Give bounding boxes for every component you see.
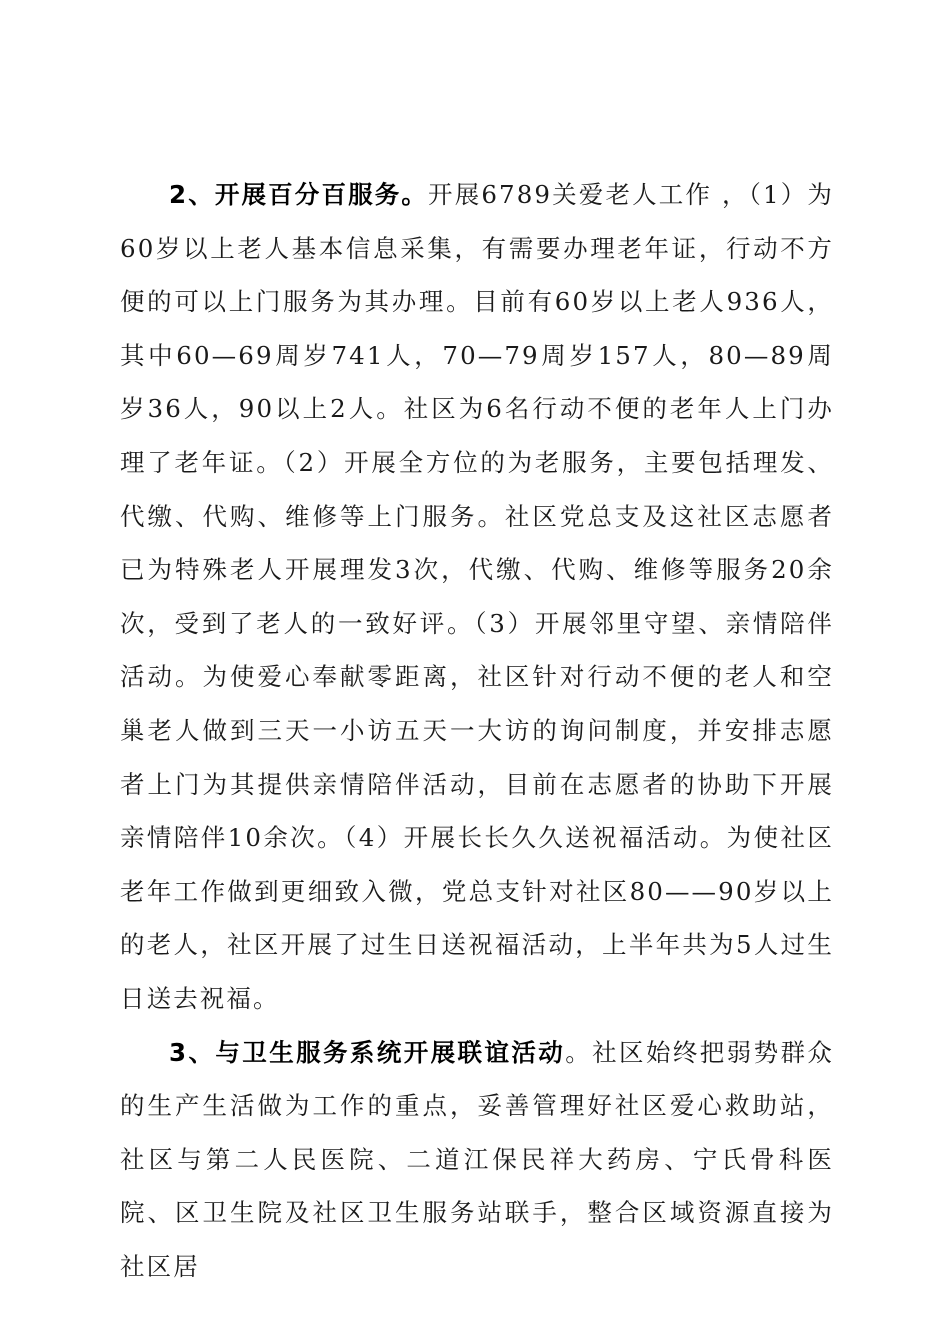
paragraph-health bbox=[120, 1026, 834, 1294]
paragraph-text: 。社区始终把弱势群众的生产生活做为工作的重点，妥善管理好社区爱心救助站，社区与第二人民医院、二道江保民祥大药房、宁氏骨科医院、区卫生院及社区卫生服务站联手，整合区域资源直接为社区居 bbox=[120, 1037, 835, 1281]
paragraph-service bbox=[120, 168, 834, 1026]
section-heading-2: 2、开展百分百服务。 bbox=[169, 180, 429, 209]
document-body bbox=[120, 168, 834, 1293]
paragraph-text: 开展6789关爱老人工作 ，（1）为60岁以上老人基本信息采集，有需要办理老年证，行动不方便的可以上门服务为其办理。目前有60岁以上老人936人，其中60—69周岁741人，70—79周岁157人，80—89周岁36人，90以上2人。社区为6名行动不便的老年人上门办理了老年证。（2）开展全方位的为老服务，主要包括理发、代缴、代购、维修等上门服务。社区党总支及这社区志愿者已为特殊老人开展理发3次，代缴、代购、维修等服务20余次，受到了老人的一致好评。（3）开展邻里守望、亲情陪伴活动。为使爱心奉献零距离，社区针对行动不便的老人和空巢老人做到三天一小访五天一大访的询问制度，并安排志愿者上门为其提供亲情陪伴活动，目前在志愿者的协助下开展亲情陪伴10余次。（4）开展长长久久送祝福活动。为使社区老年工作做到更细致入微，党总支针对社区80——90岁以上的老人，社区开展了过生日送祝福活动，上半年共为5人过生日送去祝福。 bbox=[120, 180, 835, 1013]
section-heading-3: 3、与卫生服务系统开展联谊活动 bbox=[169, 1037, 566, 1067]
